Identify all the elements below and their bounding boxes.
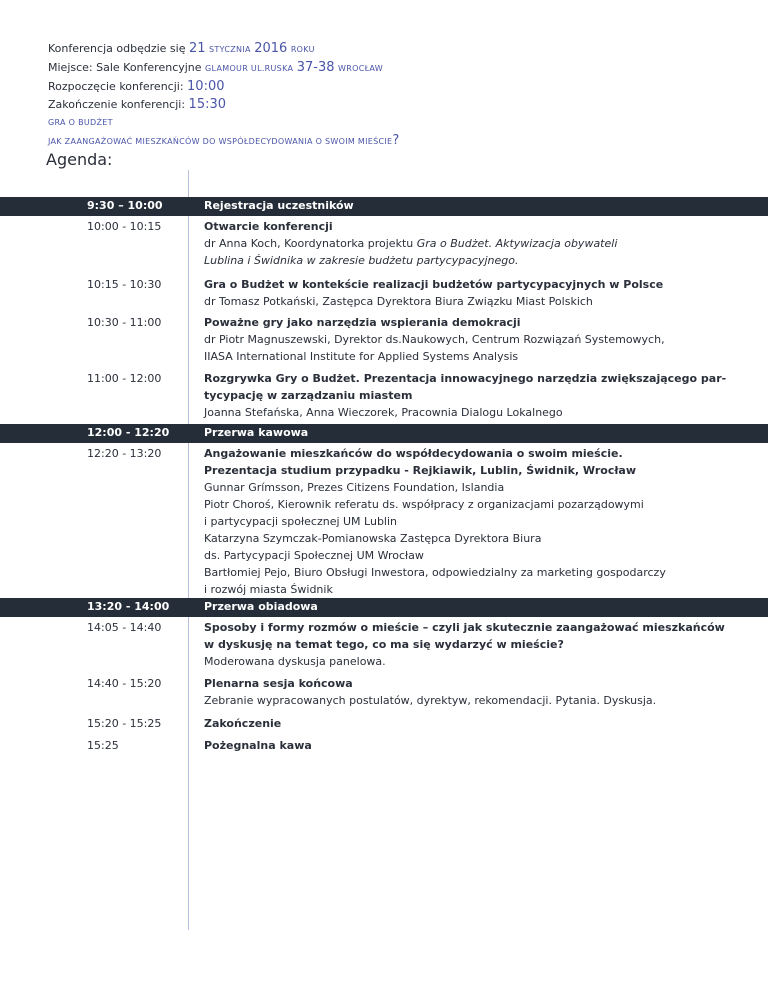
date-day: 21 xyxy=(188,41,206,56)
place-line xyxy=(48,59,399,78)
agenda-time: 14:40 - 15:20 xyxy=(87,677,162,690)
agenda-row xyxy=(0,216,768,274)
agenda-row xyxy=(0,312,768,368)
agenda-break-row xyxy=(0,598,768,617)
agenda-row xyxy=(0,713,768,735)
conference-info xyxy=(48,40,399,151)
place-number: 37-38 xyxy=(296,60,335,75)
start-time: 10:00 xyxy=(187,79,225,94)
agenda-speaker: IIASA International Institute for Applied Systems Analysis xyxy=(204,350,519,363)
start-line xyxy=(48,78,399,96)
agenda-time: 12:00 - 12:20 xyxy=(87,426,170,439)
date-month: STYCZNIA xyxy=(209,45,251,54)
agenda-time: 10:15 - 10:30 xyxy=(87,278,162,291)
agenda-time: 11:00 - 12:00 xyxy=(87,372,162,385)
agenda-speaker: Gunnar Grímsson, Prezes Citizens Foundation, Islandia xyxy=(204,481,505,494)
date-line xyxy=(48,40,399,59)
place-venue: GLAMOUR UL.RUSKA xyxy=(205,64,294,73)
agenda-time: 12:20 - 13:20 xyxy=(87,447,162,460)
place-city: WROCŁAW xyxy=(338,64,383,73)
agenda-speaker: Bartłomiej Pejo, Biuro Obsługi Inwestora, odpowiedzialny za marketing gospodarczy xyxy=(204,566,666,579)
agenda-speaker: Zebranie wypracowanych postulatów, dyrektyw, rekomendacji. Pytania. Dyskusja. xyxy=(204,694,657,707)
agenda-row xyxy=(0,274,768,312)
agenda-time: 15:25 xyxy=(87,739,119,752)
agenda-row xyxy=(0,673,768,713)
agenda-break-row xyxy=(0,197,768,216)
agenda-title: Gra o Budżet w kontekście realizacji budżetów partycypacyjnych w Polsce xyxy=(204,278,664,291)
agenda-title: Przerwa obiadowa xyxy=(204,600,318,613)
agenda-title: Przerwa kawowa xyxy=(204,426,309,439)
topic-question-mark: ? xyxy=(392,133,400,148)
agenda-speaker: dr Tomasz Potkański, Zastępca Dyrektora Biura Związku Miast Polskich xyxy=(204,295,593,308)
agenda-speaker: Moderowana dyskusja panelowa. xyxy=(204,655,386,668)
agenda-time: 14:05 - 14:40 xyxy=(87,621,162,634)
end-time: 15:30 xyxy=(188,97,227,112)
place-prefix: Miejsce: Sale Konferencyjne xyxy=(48,61,202,74)
agenda-title: Angażowanie mieszkańców do współdecydowania o swoim mieście. xyxy=(204,447,623,460)
agenda-title: Rozgrywka Gry o Budżet. Prezentacja innowacyjnego narzędzia zwiększającego par- xyxy=(204,372,727,385)
date-prefix: Konferencja odbędzie się xyxy=(48,42,186,55)
agenda-title: Zakończenie xyxy=(204,717,282,730)
agenda-title: tycypację w zarządzaniu miastem xyxy=(204,389,413,402)
date-suffix: ROKU xyxy=(290,45,315,54)
agenda-row xyxy=(0,368,768,424)
agenda-title: Prezentacja studium przypadku - Rejkiawik, Lublin, Świdnik, Wrocław xyxy=(204,464,637,477)
agenda-speaker: i partycypacji społecznej UM Lublin xyxy=(204,515,398,528)
agenda-time: 10:30 - 11:00 xyxy=(87,316,162,329)
agenda-speaker: i rozwój miasta Świdnik xyxy=(204,583,333,596)
start-label: Rozpoczęcie konferencji: xyxy=(48,80,184,93)
agenda-row xyxy=(0,735,768,757)
agenda-row xyxy=(0,617,768,673)
agenda-title: Rejestracja uczestników xyxy=(204,199,354,212)
agenda-time: 13:20 - 14:00 xyxy=(87,600,170,613)
agenda-speaker: dr Piotr Magnuszewski, Dyrektor ds.Naukowych, Centrum Rozwiązań Systemowych, xyxy=(204,333,665,346)
agenda-table xyxy=(0,197,768,757)
topic-line-2 xyxy=(48,132,399,151)
topic-line-1: GRA O BUDŻET xyxy=(48,118,113,127)
end-label: Zakończenie konferencji: xyxy=(48,98,186,111)
agenda-time: 15:20 - 15:25 xyxy=(87,717,162,730)
agenda-speaker: ds. Partycypacji Społecznej UM Wrocław xyxy=(204,549,424,562)
agenda-speaker: Joanna Stefańska, Anna Wieczorek, Pracownia Dialogu Lokalnego xyxy=(204,406,563,419)
agenda-time: 10:00 - 10:15 xyxy=(87,220,162,233)
date-year: 2016 xyxy=(254,41,288,56)
agenda-speaker: dr Anna Koch, Koordynatorka projektu Gra o Budżet. Aktywizacja obywateli xyxy=(204,237,618,250)
agenda-speaker: Katarzyna Szymczak-Pomianowska Zastępca Dyrektora Biura xyxy=(204,532,542,545)
end-line xyxy=(48,96,399,114)
agenda-title: Poważne gry jako narzędzia wspierania demokracji xyxy=(204,316,521,329)
agenda-row xyxy=(0,443,768,598)
agenda-speaker: Lublina i Świdnika w zakresie budżetu partycypacyjnego. xyxy=(204,254,519,267)
agenda-heading: Agenda: xyxy=(46,150,113,169)
agenda-title: Otwarcie konferencji xyxy=(204,220,333,233)
agenda-break-row xyxy=(0,424,768,443)
agenda-title: w dyskusję na temat tego, co ma się wydarzyć w mieście? xyxy=(204,638,564,651)
agenda-title: Plenarna sesja końcowa xyxy=(204,677,353,690)
agenda-time: 9:30 – 10:00 xyxy=(87,199,163,212)
agenda-title: Pożegnalna kawa xyxy=(204,739,312,752)
topic-text: JAK ZAANGAŻOWAĆ MIESZKAŃCÓW DO WSPÓŁDECYDOWANIA O SWOIM MIEŚCIE xyxy=(48,137,393,146)
agenda-speaker: Piotr Choroś, Kierownik referatu ds. współpracy z organizacjami pozarządowymi xyxy=(204,498,644,511)
agenda-title: Sposoby i formy rozmów o mieście – czyli jak skutecznie zaangażować mieszkańców xyxy=(204,621,725,634)
